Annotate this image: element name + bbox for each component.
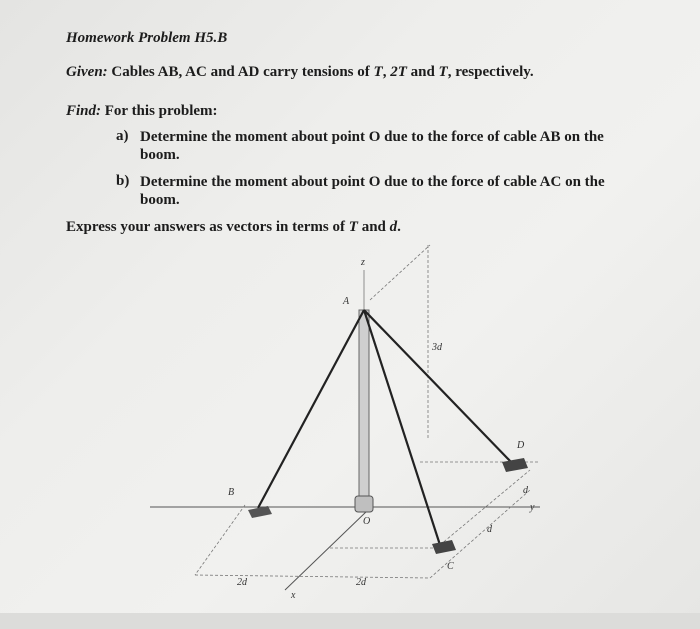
cable-ad — [364, 310, 512, 463]
anchor-d — [502, 458, 528, 472]
given-tension-ad: T — [438, 64, 448, 80]
given-tension-ab: T — [373, 64, 383, 80]
label-2d-left: 2d — [237, 577, 247, 588]
boom-base — [355, 496, 373, 512]
label-b: B — [228, 487, 235, 498]
anchor-c — [432, 540, 456, 554]
label-d: D — [517, 440, 525, 451]
dim-line-left — [195, 505, 245, 575]
question-b-text: Determine the moment about point O due to the force of cable AC on the boom. — [140, 174, 605, 208]
express-and: and — [357, 219, 390, 235]
label-x: x — [291, 590, 296, 601]
express-end: . — [397, 219, 401, 235]
dim-line-bottom — [195, 575, 430, 578]
given-text: Cables AB, AC and AD carry tensions of — [111, 64, 374, 80]
given-sep-2: and — [406, 64, 439, 80]
anchor-b — [248, 506, 272, 518]
label-a: A — [343, 296, 350, 307]
given-end: , respectively. — [447, 64, 534, 80]
problem-title: Homework Problem H5.B — [66, 30, 228, 46]
dim-line-right — [430, 490, 530, 578]
given-label: Given: — [66, 64, 108, 80]
find-text: For this problem: — [104, 103, 218, 119]
express-text: Express your answers as vectors in terms of — [66, 219, 349, 235]
find-label: Find: — [66, 103, 102, 119]
given-tension-ac: 2T — [390, 64, 407, 80]
question-b-letter: b) — [116, 173, 130, 189]
cable-ac — [364, 310, 440, 545]
photo-bottom-edge — [0, 613, 700, 629]
label-d-dim-1: d — [523, 485, 528, 496]
given-sep-1: , — [382, 64, 391, 80]
question-a-text: Determine the moment about point O due to the force of cable AB on the boom. — [140, 129, 604, 163]
express-d: d — [389, 219, 398, 235]
label-3d: 3d — [432, 342, 442, 353]
dim-line-top-3d — [370, 245, 430, 300]
boom-pole — [359, 310, 369, 500]
label-d-dim-2: d — [487, 524, 492, 535]
cable-ab — [258, 310, 364, 508]
label-c: C — [447, 561, 454, 572]
label-o: O — [363, 516, 371, 527]
label-z: z — [361, 257, 365, 268]
express-T: T — [348, 219, 358, 235]
label-2d-right: 2d — [356, 577, 366, 588]
question-a-letter: a) — [116, 128, 129, 144]
label-y: y — [530, 502, 535, 513]
